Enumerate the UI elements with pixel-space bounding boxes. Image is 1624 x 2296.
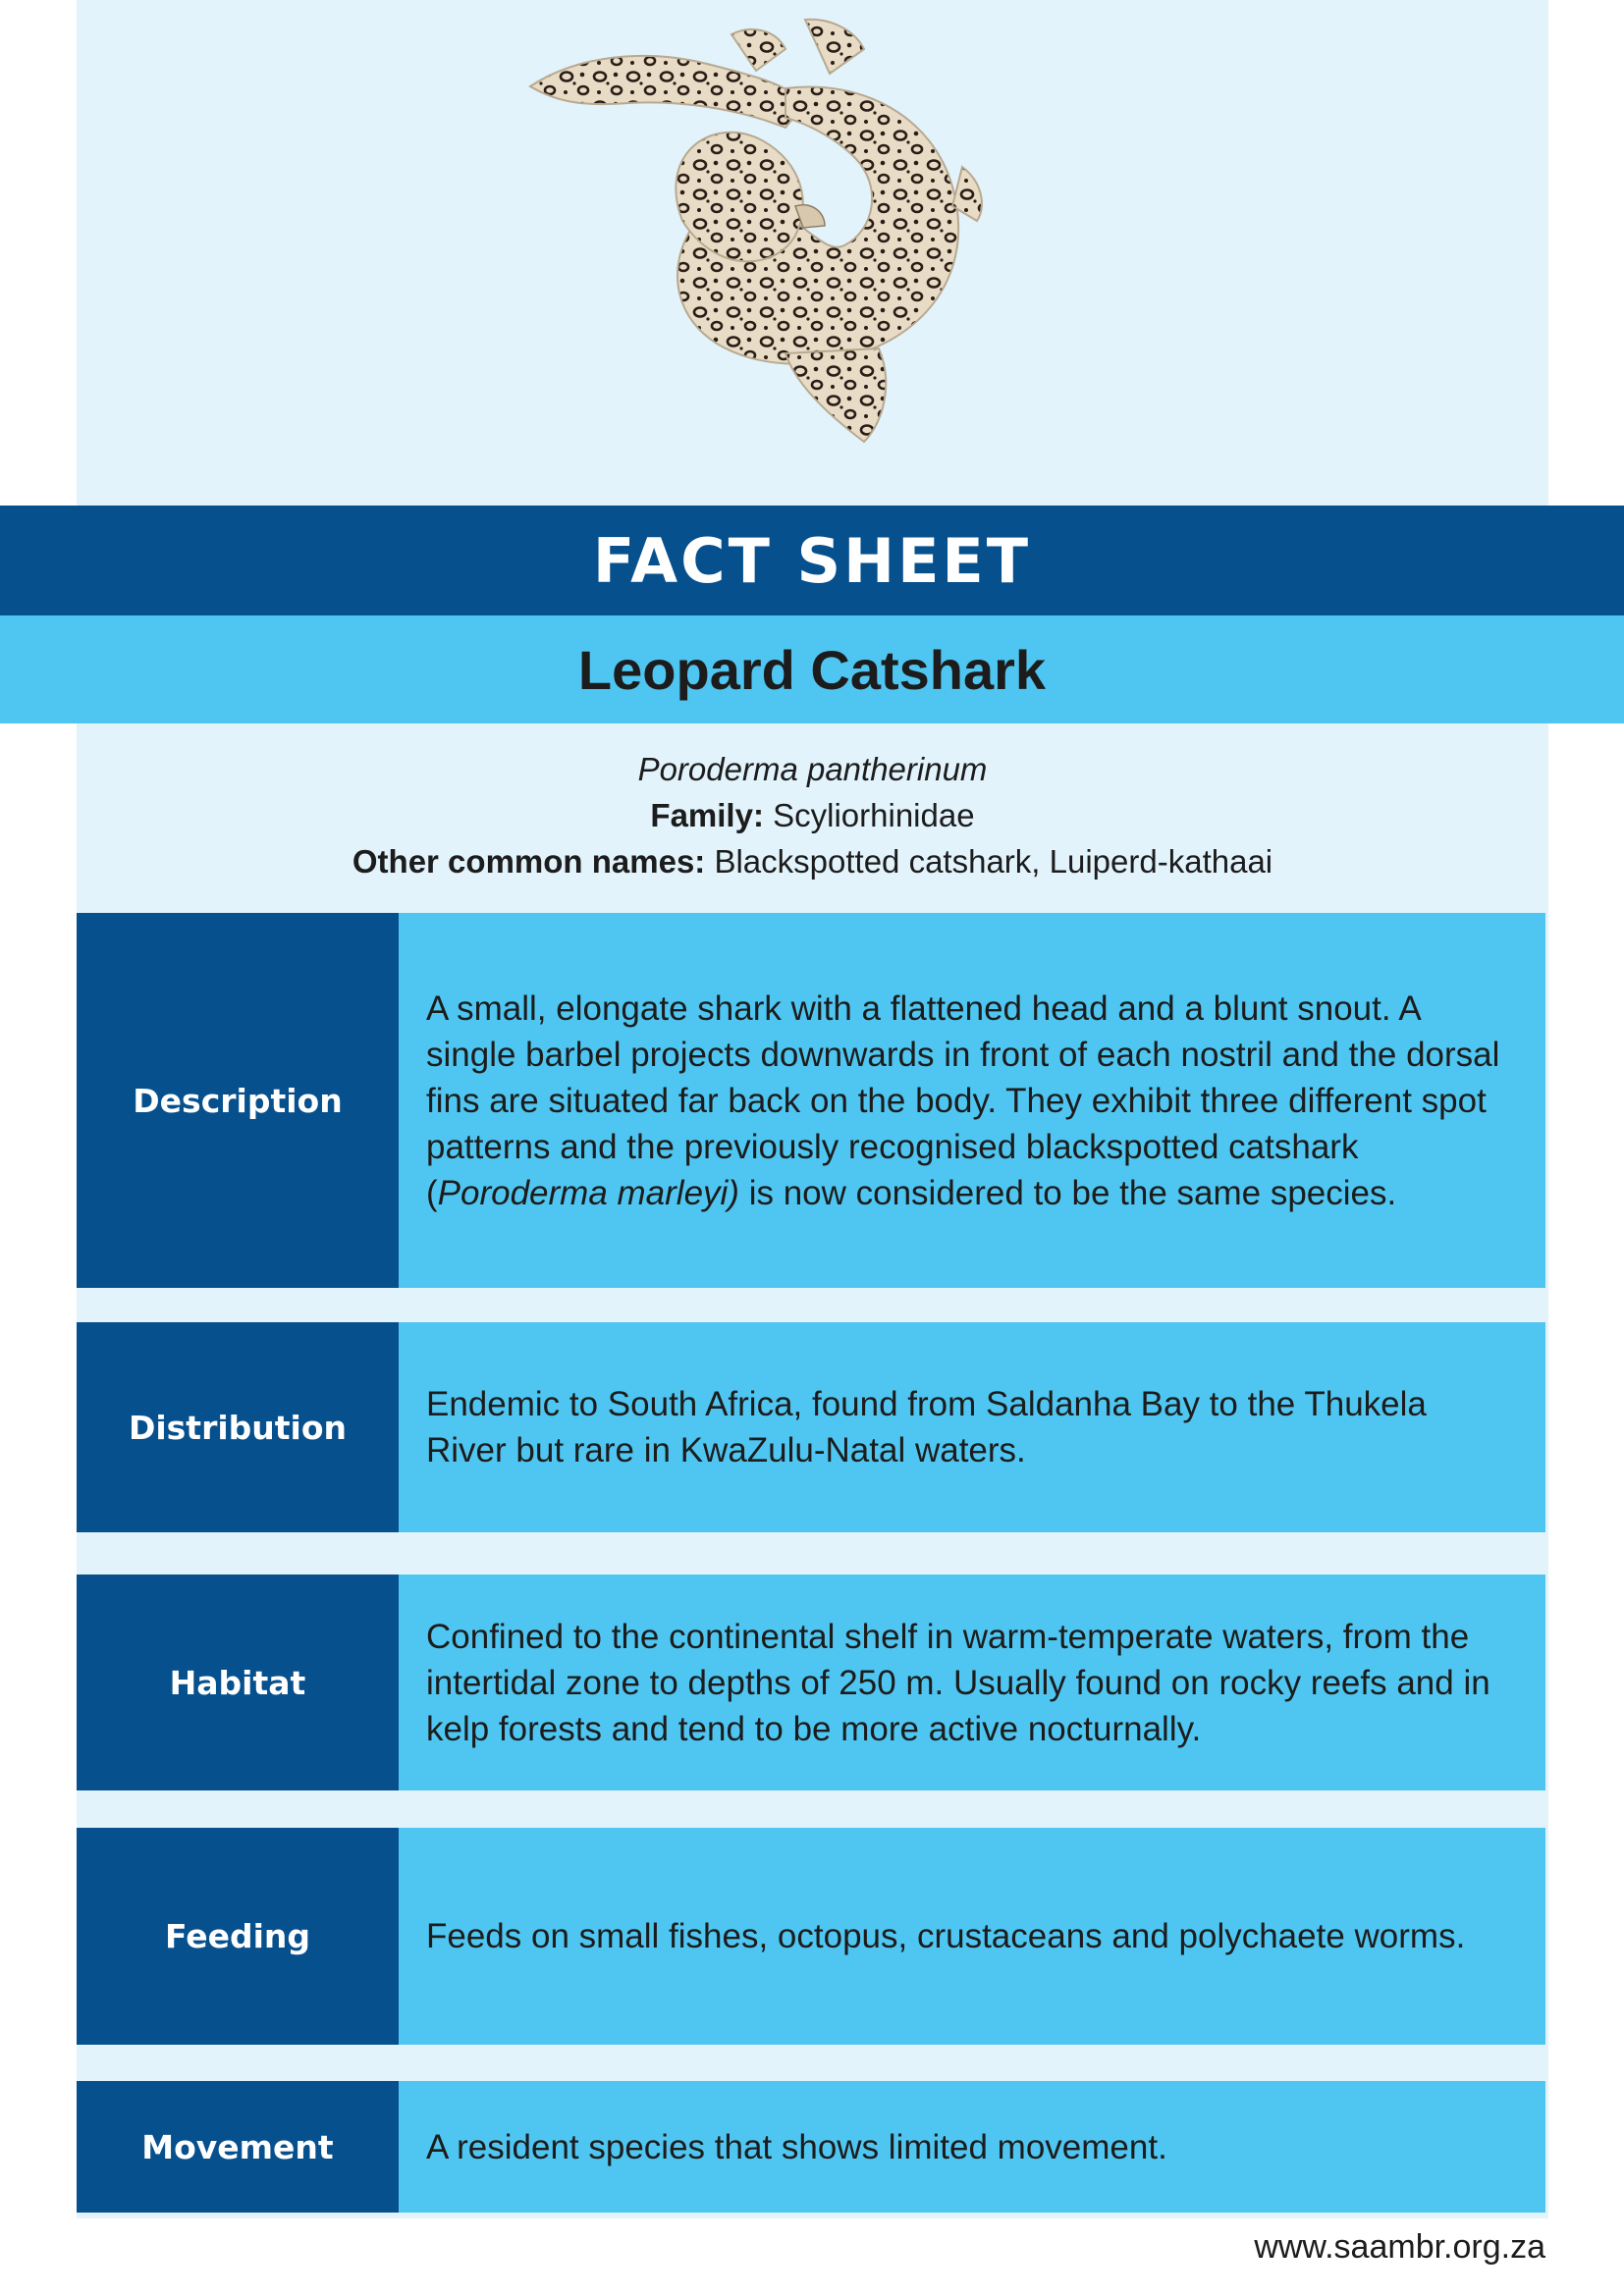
family-value: Scyliorhinidae — [773, 797, 975, 833]
fact-sheet-banner — [0, 506, 1624, 615]
leopard-catshark-image — [491, 10, 1001, 501]
section-text: Confined to the continental shelf in warm-temperate waters, from the intertidal zone to depths of 250 m. Usually found on rocky reefs and in kelp forests and tend to be more active nocturnally. — [399, 1575, 1545, 1790]
species-common-name: Leopard Catshark — [577, 638, 1047, 701]
section-label: Feeding — [77, 1828, 399, 2045]
section-label: Habitat — [77, 1575, 399, 1790]
family-label: Family: — [650, 797, 764, 833]
section-text: A resident species that shows limited movement. — [399, 2081, 1545, 2213]
section-text: Feeds on small fishes, octopus, crustaceans and polychaete worms. — [399, 1828, 1545, 2045]
other-names-label: Other common names: — [352, 843, 706, 880]
other-names-value: Blackspotted catshark, Luiperd-kathaai — [714, 843, 1273, 880]
section-distribution — [77, 1322, 1545, 1532]
species-meta — [77, 746, 1548, 884]
section-label: Description — [77, 913, 399, 1288]
section-description — [77, 913, 1545, 1288]
section-movement — [77, 2081, 1545, 2213]
section-feeding — [77, 1828, 1545, 2045]
scientific-name: Poroderma pantherinum — [637, 751, 988, 787]
section-text: A small, elongate shark with a flattened head and a blunt snout. A single barbel projects downwards in front of each nostril and the dorsal fins are situated far back on the body. They exhibit three different spot patterns and the previously recognised blackspotted catshark (Poroderma marleyi) is now considered to be the same species. — [399, 913, 1545, 1288]
section-label: Distribution — [77, 1322, 399, 1532]
fact-sheet-title: FACT SHEET — [592, 524, 1032, 597]
section-habitat — [77, 1575, 1545, 1790]
section-label: Movement — [77, 2081, 399, 2213]
species-name-banner — [0, 615, 1624, 723]
section-text: Endemic to South Africa, found from Saldanha Bay to the Thukela River but rare in KwaZulu-Natal waters. — [399, 1322, 1545, 1532]
website-link[interactable]: www.saambr.org.za — [1254, 2228, 1545, 2266]
